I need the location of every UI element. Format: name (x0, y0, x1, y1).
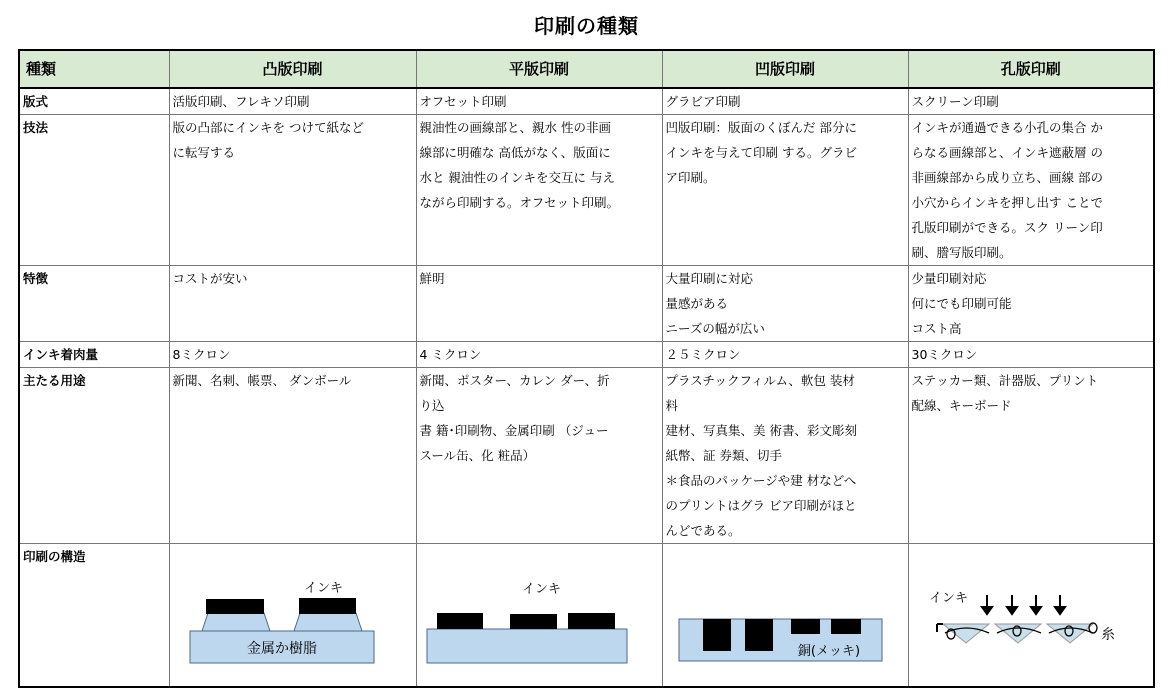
relief-diagram-cell (169, 544, 416, 688)
table-cell: 大量印刷に対応 量感がある ニーズの幅が広い (662, 266, 908, 342)
header-stencil: 孔版印刷 (908, 50, 1154, 88)
stencil-diagram-cell (908, 544, 1154, 688)
table-cell: グラビア印刷 (662, 88, 908, 115)
header-type: 種類 (19, 50, 169, 88)
row-label: 特徴 (19, 266, 169, 342)
row-main-uses (19, 368, 1154, 544)
table-cell: コストが安い (169, 266, 416, 342)
header-intaglio: 凹版印刷 (662, 50, 908, 88)
table-cell: 新聞、ポスター、カレン ダー、折 り込 書 籍･印刷物、金属印刷 （ジュー スール缶、化 粧品） (416, 368, 662, 544)
table-cell: ステッカー類、計器版、プリント 配線、キーボード (908, 368, 1154, 544)
intaglio-diagram-cell (662, 544, 908, 688)
page-title: 印刷の種類 (534, 14, 639, 38)
table-cell: 親油性の画線部と、親水 性の非画 線部に明確な 高低がなく、版面に 水と 親油性のインキを交互に 与え ながら印刷する。オフセット印刷。 (416, 115, 662, 266)
table-cell: 少量印刷対応 何にでも印刷可能 コスト高 (908, 266, 1154, 342)
relief-bump (202, 613, 270, 631)
row-label: 版式 (19, 88, 169, 115)
stencil-diagram (909, 569, 1155, 678)
printing-types-table (18, 49, 1155, 688)
thread-label: 糸 (1100, 627, 1115, 643)
row-label: 印刷の構造 (19, 544, 169, 688)
table-cell: 新聞、名刺、帳票、 ダンボール (169, 368, 416, 544)
ink-cell (791, 619, 820, 634)
relief-bump (294, 613, 362, 631)
row-ink-thickness (19, 342, 1154, 368)
ink-block (510, 614, 557, 629)
table-cell: ２５ミクロン (662, 342, 908, 368)
plate-base (427, 629, 627, 663)
base-label: 金属か樹脂 (246, 641, 317, 657)
ink-label: インキ (928, 591, 968, 606)
planographic-diagram (417, 569, 663, 678)
row-label: 技法 (19, 115, 169, 266)
ink-label: インキ (303, 581, 343, 596)
base-label: 銅(メッキ) (797, 644, 860, 659)
row-label: 主たる用途 (19, 368, 169, 544)
arrow-down-icon (982, 595, 1065, 614)
table-cell: 30ミクロン (908, 342, 1154, 368)
table-cell: 活版印刷、フレキソ印刷 (169, 88, 416, 115)
planographic-diagram-cell (416, 544, 662, 688)
relief-diagram (170, 569, 416, 678)
ink-label: インキ (521, 582, 561, 597)
row-technique (19, 115, 1154, 266)
row-label: インキ着肉量 (19, 342, 169, 368)
row-features (19, 266, 1154, 342)
table-cell: 鮮明 (416, 266, 662, 342)
ink-cell (745, 619, 773, 651)
table-cell: 凹版印刷：版面のくぼんだ 部分に インキを与えて印刷 する。グラビ ア印刷。 (662, 115, 908, 266)
ink-cell (831, 619, 861, 634)
ink-block (299, 598, 356, 614)
header-relief: 凸版印刷 (169, 50, 416, 88)
table-cell: 版の凸部にインキを つけて紙など に転写する (169, 115, 416, 266)
table-cell: オフセット印刷 (416, 88, 662, 115)
ink-cell (703, 619, 731, 651)
header-planographic: 平版印刷 (416, 50, 662, 88)
ink-block (437, 613, 483, 629)
table-cell: 4 ミクロン (416, 342, 662, 368)
row-structure (19, 544, 1154, 688)
table-cell: スクリーン印刷 (908, 88, 1154, 115)
table-cell: 8ミクロン (169, 342, 416, 368)
stencil-screen (937, 623, 1097, 643)
row-plate-type (19, 88, 1154, 115)
intaglio-diagram (663, 569, 909, 678)
table-cell: プラスチックフィルム、軟包 装材 料 建材、写真集、美 術書、彩文彫刻 紙幣、証 券類、切手 ＊食品のパッケージや建 材などへ のプリントはグラ ビア印刷がほと んどである。 (662, 368, 908, 544)
header-row (19, 50, 1154, 88)
ink-block (206, 599, 264, 614)
ink-block (568, 613, 615, 629)
table-cell: インキが通過できる小孔の集合 か らなる画線部と、インキ遮蔽層 の 非画線部から成り立ち、画線 部の 小穴からインキを押し出す ことで 孔版印刷ができる。スク リーン印 刷、謄写版印刷。 (908, 115, 1154, 266)
